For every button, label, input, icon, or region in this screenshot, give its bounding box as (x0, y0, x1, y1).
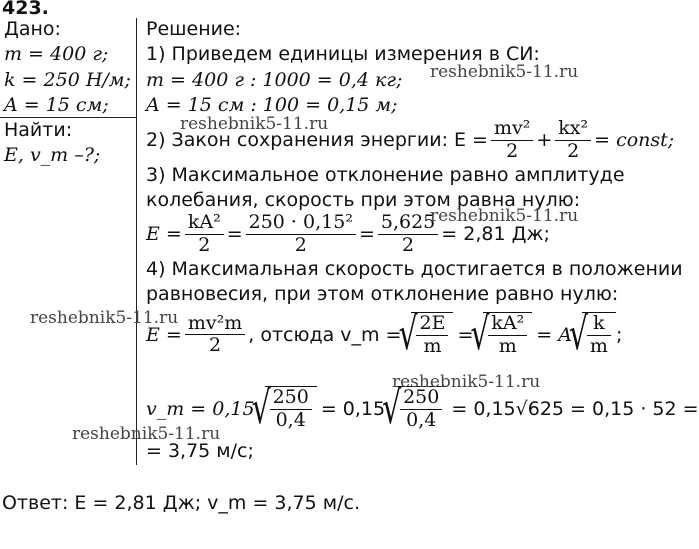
fraction-numerator: √ 250 (270, 387, 312, 410)
step3-E: E = (146, 223, 182, 246)
watermark: reshebnik5-11.ru (430, 62, 579, 82)
step3-result: = 2,81 Дж; (441, 223, 550, 246)
plus-sign: + (536, 129, 553, 152)
fraction-numerator: kx² (555, 118, 591, 141)
calc-tail: = 0,15√625 = 0,15 · 52 = (451, 397, 699, 420)
fraction-denominator: m (423, 334, 442, 357)
sqrt-k-over-m (582, 312, 616, 358)
fraction-denominator: m (589, 334, 608, 357)
calc-result: = 3,75 м/с; (146, 440, 254, 462)
step3-line1: 3) Максимальное отклонение равно амплитуде (146, 164, 625, 186)
fraction-numerator: √ 250 (400, 387, 442, 410)
calc-vm: v_m = 0,15 (146, 397, 255, 420)
sqrt-kA2-over-m (483, 312, 532, 358)
watermark: reshebnik5-11.ru (30, 308, 179, 328)
fraction-numerator: √ kA² (488, 313, 527, 336)
fraction-denominator: 2 (506, 139, 519, 162)
find-header: Найти: (4, 119, 73, 141)
fraction-denominator: 2 (567, 139, 580, 162)
step4-A: = A (536, 323, 572, 346)
given-line-mass: m = 400 г; (4, 43, 109, 65)
fraction-denominator: 2 (294, 233, 307, 256)
step2-fraction-potential (555, 118, 591, 163)
step3-line2: колебания, скорость при этом равна нулю: (146, 189, 581, 211)
sqrt-250-over-04-a (265, 386, 317, 432)
step4-line1: 4) Максимальная скорость достигается в положении (146, 258, 683, 280)
fraction-denominator: 0,4 (406, 408, 437, 431)
calc-eq2: = 0,15 (320, 397, 386, 420)
sqrt-250-over-04-b (395, 386, 447, 432)
sqrt-fraction (587, 313, 611, 358)
divider-horizontal (0, 117, 137, 118)
step4-fraction-energy (185, 313, 245, 358)
step4-E: E = (146, 323, 182, 346)
step3-fraction-2 (246, 212, 356, 257)
fraction-denominator: 2 (198, 233, 211, 256)
step4-equation: E = $\frac{\text{mv²m}}{2}$ , отсюда v_m = √ $\frac{2E}{m}$ = √ $\frac{\text{kA²}}{m}$ = A √ $\frac{k}{m}$ ; (146, 312, 622, 358)
step1-mass: m = 400 г : 1000 = 0,4 кг; (146, 69, 403, 91)
answer-line: Ответ: E = 2,81 Дж; v_m = 3,75 м/с. (2, 492, 360, 514)
given-line-amplitude: A = 15 см; (4, 94, 109, 116)
step3-equation: E = $\frac{\text{kA²}}{2}$ = $\frac{\text{250 · 0,15²}}{2}$ = $\frac{5,625}{2}$ = 2,81 Дж; (146, 211, 550, 256)
step4-mid: , отсюда v_m = (248, 323, 402, 346)
sqrt-2E-over-m (411, 312, 453, 358)
fraction-denominator: 0,4 (275, 408, 306, 431)
fraction-numerator: kA² (185, 212, 224, 235)
step3-fraction-1 (185, 212, 224, 257)
fraction-denominator: 2 (208, 334, 222, 357)
step1-amplitude: A = 15 см : 100 = 0,15 м; (146, 94, 398, 116)
given-header: Дано: (4, 18, 61, 40)
sqrt-fraction (416, 313, 448, 358)
watermark: reshebnik5-11.ru (180, 114, 329, 134)
fraction-numerator: √ k (587, 313, 611, 336)
fraction-numerator: 250 · 0,15² (246, 212, 356, 235)
fraction-numerator: √ 2E (416, 313, 448, 336)
step2-fraction-kinetic (491, 118, 533, 163)
watermark: reshebnik5-11.ru (430, 206, 579, 226)
step2-const: = const; (594, 129, 675, 152)
fraction-numerator: mv²m (185, 313, 245, 336)
fraction-denominator: m (498, 334, 517, 357)
fraction-denominator: 2 (402, 233, 415, 256)
problem-number: 423. (2, 0, 49, 19)
watermark: reshebnik5-11.ru (392, 372, 541, 392)
step1-text: 1) Приведем единицы измерения в СИ: (146, 43, 540, 65)
fraction-numerator: mv² (491, 118, 533, 141)
step4-line2: равновесия, при этом отклонение равно нулю: (146, 283, 619, 305)
sqrt-fraction (400, 387, 442, 432)
divider-vertical (136, 18, 137, 465)
given-line-stiffness: k = 250 Н/м; (4, 69, 131, 91)
calc-equation (146, 386, 699, 432)
fraction-numerator: 5,625 (378, 212, 438, 235)
find-values: E, v_m –?; (4, 144, 101, 166)
watermark: reshebnik5-11.ru (72, 424, 221, 444)
solution-header: Решение: (146, 18, 242, 40)
step2-text: 2) Закон сохранения энергии: E = (146, 129, 488, 152)
sqrt-fraction (270, 387, 312, 432)
sqrt-fraction (488, 313, 527, 358)
